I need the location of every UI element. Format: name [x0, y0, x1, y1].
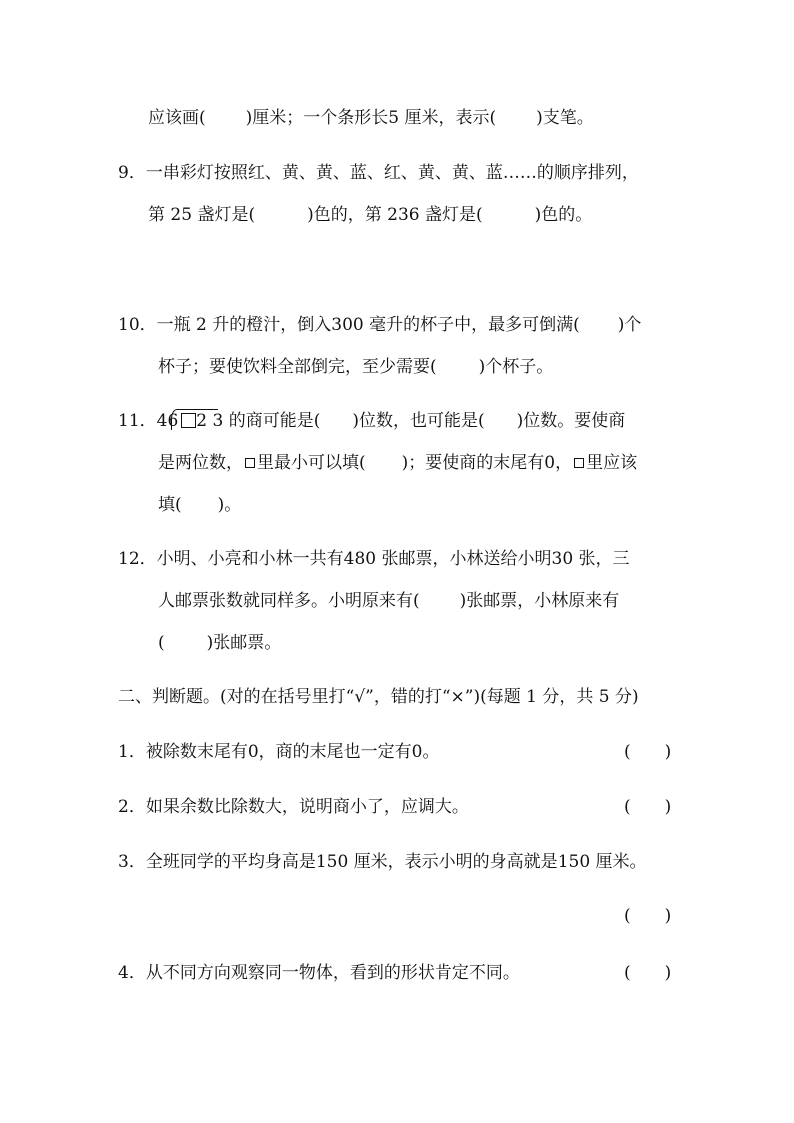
judge-item-1: 1．被除数末尾有0，商的末尾也一定有0。 [118, 742, 440, 762]
judge-item-3: 3．全班同学的平均身高是150 厘米，表示小明的身高就是150 厘米。 [118, 852, 647, 872]
q11-line1: 11．46 2 3 的商可能是( )位数，也可能是( )位数。要使商 [118, 411, 626, 431]
q8-continuation: 应该画( )厘米；一个条形长5 厘米，表示( )支笔。 [148, 108, 594, 128]
blank-box-icon [574, 458, 584, 468]
judge-item-4: 4．从不同方向观察同一物体，看到的形状肯定不同。 [118, 963, 520, 983]
q11-line3: 填( )。 [158, 495, 242, 515]
long-division-symbol: 46 2 3 [156, 411, 224, 431]
judge-item-2: 2．如果余数比除数大，说明商小了，应调大。 [118, 797, 469, 817]
q12-line1: 12．小明、小亮和小林一共有480 张邮票，小林送给小明30 张，三 [118, 549, 630, 569]
answer-paren-2[interactable]: ( ) [624, 797, 672, 817]
blank-box-icon [245, 458, 255, 468]
answer-paren-3[interactable]: ( ) [624, 906, 672, 926]
q10-line1: 10．一瓶 2 升的橙汁，倒入300 毫升的杯子中，最多可倒满( )个 [118, 315, 642, 335]
q12-line3: ( )张邮票。 [158, 633, 282, 653]
q9-line1: 9．一串彩灯按照红、黄、黄、蓝、红、黄、黄、蓝……的顺序排列， [118, 163, 639, 183]
q9-line2: 第 25 盏灯是( )色的，第 236 盏灯是( )色的。 [148, 205, 593, 225]
answer-paren-4[interactable]: ( ) [624, 963, 672, 983]
section2-heading: 二、判断题。(对的在括号里打“√”，错的打“×”)(每题 1 分，共 5 分) [118, 687, 639, 707]
q10-line2: 杯子；要使饮料全部倒完，至少需要( )个杯子。 [158, 357, 554, 377]
q11-line2: 是两位数， 里最小可以填( )；要使商的末尾有0， 里应该 [158, 453, 638, 473]
q12-line2: 人邮票张数就同样多。小明原来有( )张邮票，小林原来有 [158, 591, 620, 611]
answer-paren-1[interactable]: ( ) [624, 742, 672, 762]
